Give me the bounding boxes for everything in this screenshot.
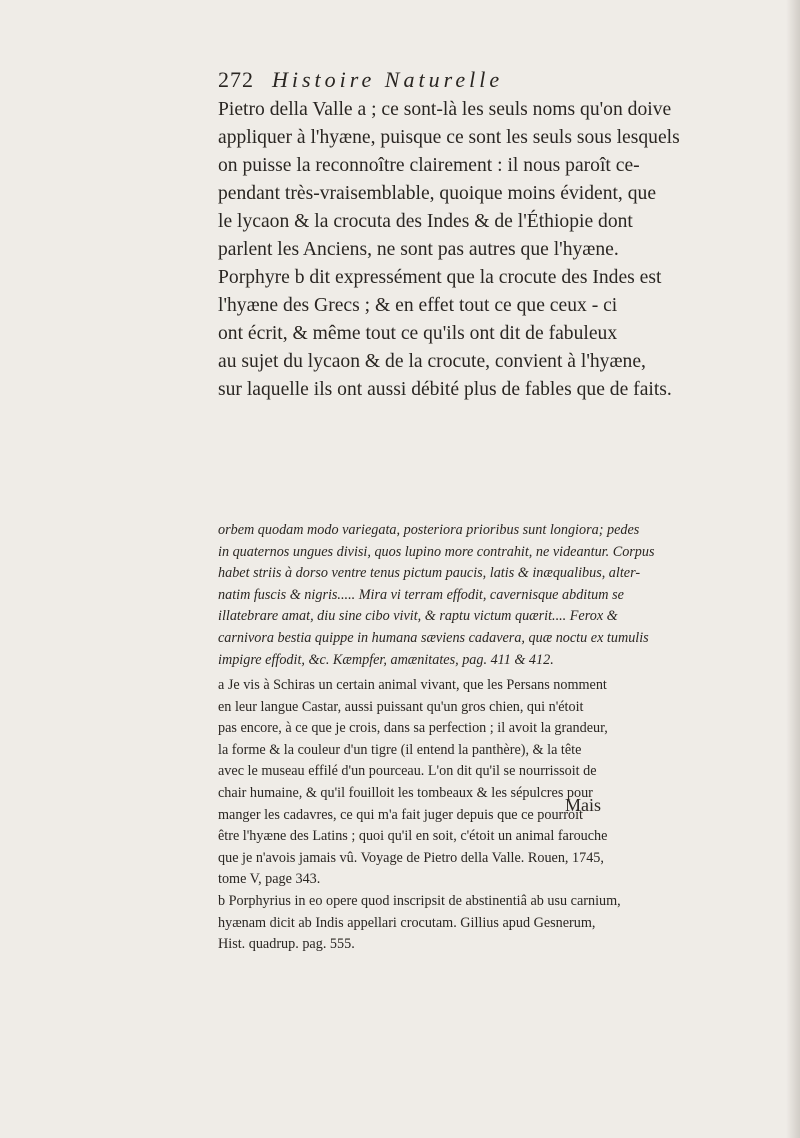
footnote-line: que je n'avois jamais vû. Voyage de Pietro della Valle. Rouen, 1745, <box>218 849 604 866</box>
footnote-line: être l'hyæne des Latins ; quoi qu'il en soit, c'étoit un animal farouche <box>218 828 608 845</box>
page-edge-shadow <box>786 0 800 1138</box>
body-line: parlent les Anciens, ne sont pas autres que l'hyæne. <box>218 239 619 260</box>
body-line: pendant très-vraisemblable, quoique moins évident, que <box>218 183 657 204</box>
footnotes <box>218 675 621 956</box>
page-number: 272 <box>218 67 254 92</box>
note-line: in quaternos ungues divisi, quos lupino more contrahit, ne videantur. Corpus <box>218 543 655 560</box>
note-line: natim fuscis & nigris..... Mira vi terram effodit, cavernisque abditum se <box>218 586 624 603</box>
note-line: illatebrare amat, diu sine cibo vivit, & raptu victum quærit.... Ferox & <box>218 608 618 625</box>
footnote-line: la forme & la couleur d'un tigre (il entend la panthère), & la tête <box>218 741 582 758</box>
note-line: habet striis à dorso ventre tenus pictum paucis, latis & inæqualibus, alter- <box>218 565 641 582</box>
body-line: appliquer à l'hyæne, puisque ce sont les seuls sous lesquels <box>218 127 680 148</box>
body-line: au sujet du lycaon & de la crocute, convient à l'hyæne, <box>218 351 646 372</box>
body-line: Pietro della Valle a ; ce sont-là les seuls noms qu'on doive <box>218 99 672 120</box>
footnote-line: Hist. quadrup. pag. 555. <box>218 936 355 953</box>
footnote-line: a Je vis à Schiras un certain animal vivant, que les Persans nomment <box>218 677 607 693</box>
footnote-line: pas encore, à ce que je crois, dans sa perfection ; il avoit la grandeur, <box>218 720 608 737</box>
body-line: l'hyæne des Grecs ; & en effet tout ce que ceux - ci <box>218 295 618 316</box>
footnote-line: b Porphyrius in eo opere quod inscripsit de abstinentiâ ab usu carnium, <box>218 892 621 909</box>
footnote-line: hyænam dicit ab Indis appellari crocutam. Gillius apud Gesnerum, <box>218 914 596 931</box>
running-title: Histoire Naturelle <box>272 67 504 92</box>
body-line: ont écrit, & même tout ce qu'ils ont dit de fabuleux <box>218 323 618 344</box>
note-line: carnivora bestia quippe in humana sæviens cadavera, quæ noctu ex tumulis <box>218 629 649 646</box>
catchword: Mais <box>565 795 601 815</box>
footnote-line: manger les cadavres, ce qui m'a fait juger depuis que ce pourroit <box>218 806 583 823</box>
body-line: le lycaon & la crocuta des Indes & de l'Éthiopie dont <box>218 211 633 232</box>
footnote-line: en leur langue Castar, aussi puissant qu'un gros chien, qui n'étoit <box>218 698 584 715</box>
footnote-line: tome V, page 343. <box>218 871 321 888</box>
footnote-line: chair humaine, & qu'il fouilloit les tombeaux & les sépulcres pour <box>218 784 593 801</box>
body-line: Porphyre b dit expressément que la crocute des Indes est <box>218 267 662 288</box>
page-header <box>218 67 598 93</box>
footnote-line: avec le museau effilé d'un pourceau. L'on dit qu'il se nourrissoit de <box>218 763 597 780</box>
note-line: impigre effodit, &c. Kæmpfer, amænitates, pag. 411 & 412. <box>218 651 554 668</box>
latin-note <box>218 520 655 671</box>
note-line: orbem quodam modo variegata, posteriora prioribus sunt longiora; pedes <box>218 522 640 538</box>
body-line: sur laquelle ils ont aussi débité plus de fables que de faits. <box>218 379 672 400</box>
main-paragraph <box>218 96 680 404</box>
body-line: on puisse la reconnoître clairement : il nous paroît ce- <box>218 155 640 176</box>
